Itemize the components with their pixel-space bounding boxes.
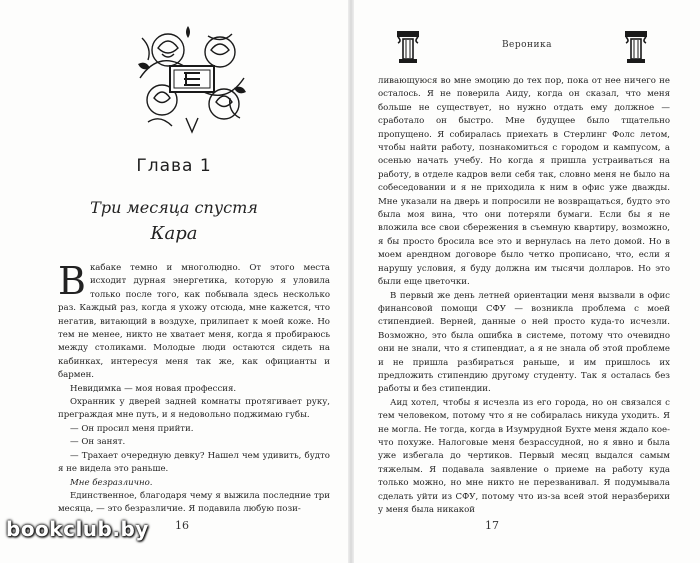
first-paragraph-text: кабаке темно и многолюдно. От этого места исходит дурная энергетика, которую я уловила только после того, как побывала здесь несколько раз. Каждый раз, когда я ухожу отсюда, мне кажется, что негатив, витающий в воздухе, прилипает к моей коже. Но тем не менее, никто не хватает меня, когда я пробираюсь между столиками. Молодые люди остаются сидеть на кабинках, интересуя меня так же, как официанты и бармен. [58, 263, 330, 381]
chapter-narrator: Кара [150, 223, 198, 244]
paragraph: В первый же день летней ориентации меня вызвали в офис финансовой помощи СФУ — возникла проблема с моей стипендией. Верней, данные о ней просто куда-то исчезли. Возможно, это была ошибка в системе, потому что очевидно они не знали, что я стипендиат, а я не знала об этой проблеме и не пришла разбираться раньше, и им пришлось их предложить стипендию другому студенту. Так я осталась без работы и без стипендии. [378, 290, 670, 395]
page-number-right: 17 [485, 519, 499, 532]
drop-cap: В [58, 259, 86, 303]
paragraph: Единственное, благодаря чему я выжила последние три месяца, — это безразличие. Я подавила любую пози- [58, 490, 330, 515]
paragraph: Невидимка — моя новая профессия. [70, 383, 237, 394]
chapter-title: Глава 1 [136, 156, 212, 176]
paragraph: Аид хотел, чтобы я исчезла из его города, но он связался с тем человеком, потому что я не собиралась никуда уходить. Я не могла. Не тогда, когда в Изумрудной Бухте меня ждало кое-что похуже. Налоговые меня безрассудной, но я явно и была уже избегала до чертиков. Первый месяц выдался самым тяжелым. Я подавала заявление о приеме на работу куда только можно, но мне никто не перезванивал. Я подумывала сделать уйти из СФУ, потому что из-за всей этой неразберихи у меня была никакой [378, 397, 670, 515]
page-number-left: 16 [175, 519, 189, 532]
left-page [0, 0, 348, 563]
paragraph: ливающуюся во мне эмоцию до тех пор, пока от нее ничего не осталось. Я не поверила Аиду, когда он сказал, что меня больше не существует, но нужно отдать ему должное — сработало он быстро. Мне будущее было тщательно пропущено. Я собиралась приехать в Стерлинг Фолс летом, чтобы найти работу, познакомиться с городом и кампусом, а осенью начать учебу. Но когда я пришла устраиваться на работу, в отделе кадров вели себя так, словно меня не было на собеседовании и я не приходила к ним в офис уже дважды. Мне указали на дверь и попросили не возвращаться, будто это была моя вина, что они потеряли бумаги. Если бы я не вложила все свои сбережения в съемную квартиру, возможно, я бы просто бросила все это и вернулась на лето домой. Но в моем арендном договоре было четко прописано, что, если я нарушу условия, я буду должна им тысячи долларов. Но это были еще цветочки. [378, 76, 670, 288]
left-body-text [58, 259, 330, 517]
running-head: Вероника [501, 40, 553, 50]
dialogue-line: — Трахает очередную девку? Нашел чем удивить, будто я не видела это раньше. [58, 450, 330, 475]
dialogue-line: — Он просил меня прийти. [70, 423, 194, 434]
dialogue-line: — Он занят. [70, 437, 126, 448]
first-paragraph [58, 259, 330, 383]
watermark: bookclub.by [6, 517, 149, 541]
right-page [354, 0, 700, 563]
right-body-text [378, 75, 670, 517]
italic-paragraph: Мне безразлично. [70, 477, 153, 488]
chapter-subtitle: Три месяца спустя [90, 198, 258, 217]
rose-ornament-icon [128, 18, 256, 138]
paragraph: Охранник у дверей задней комнаты протягивает руку, преграждая мне путь, и я недовольно поджимаю губы. [58, 397, 330, 421]
column-icon [624, 30, 648, 64]
